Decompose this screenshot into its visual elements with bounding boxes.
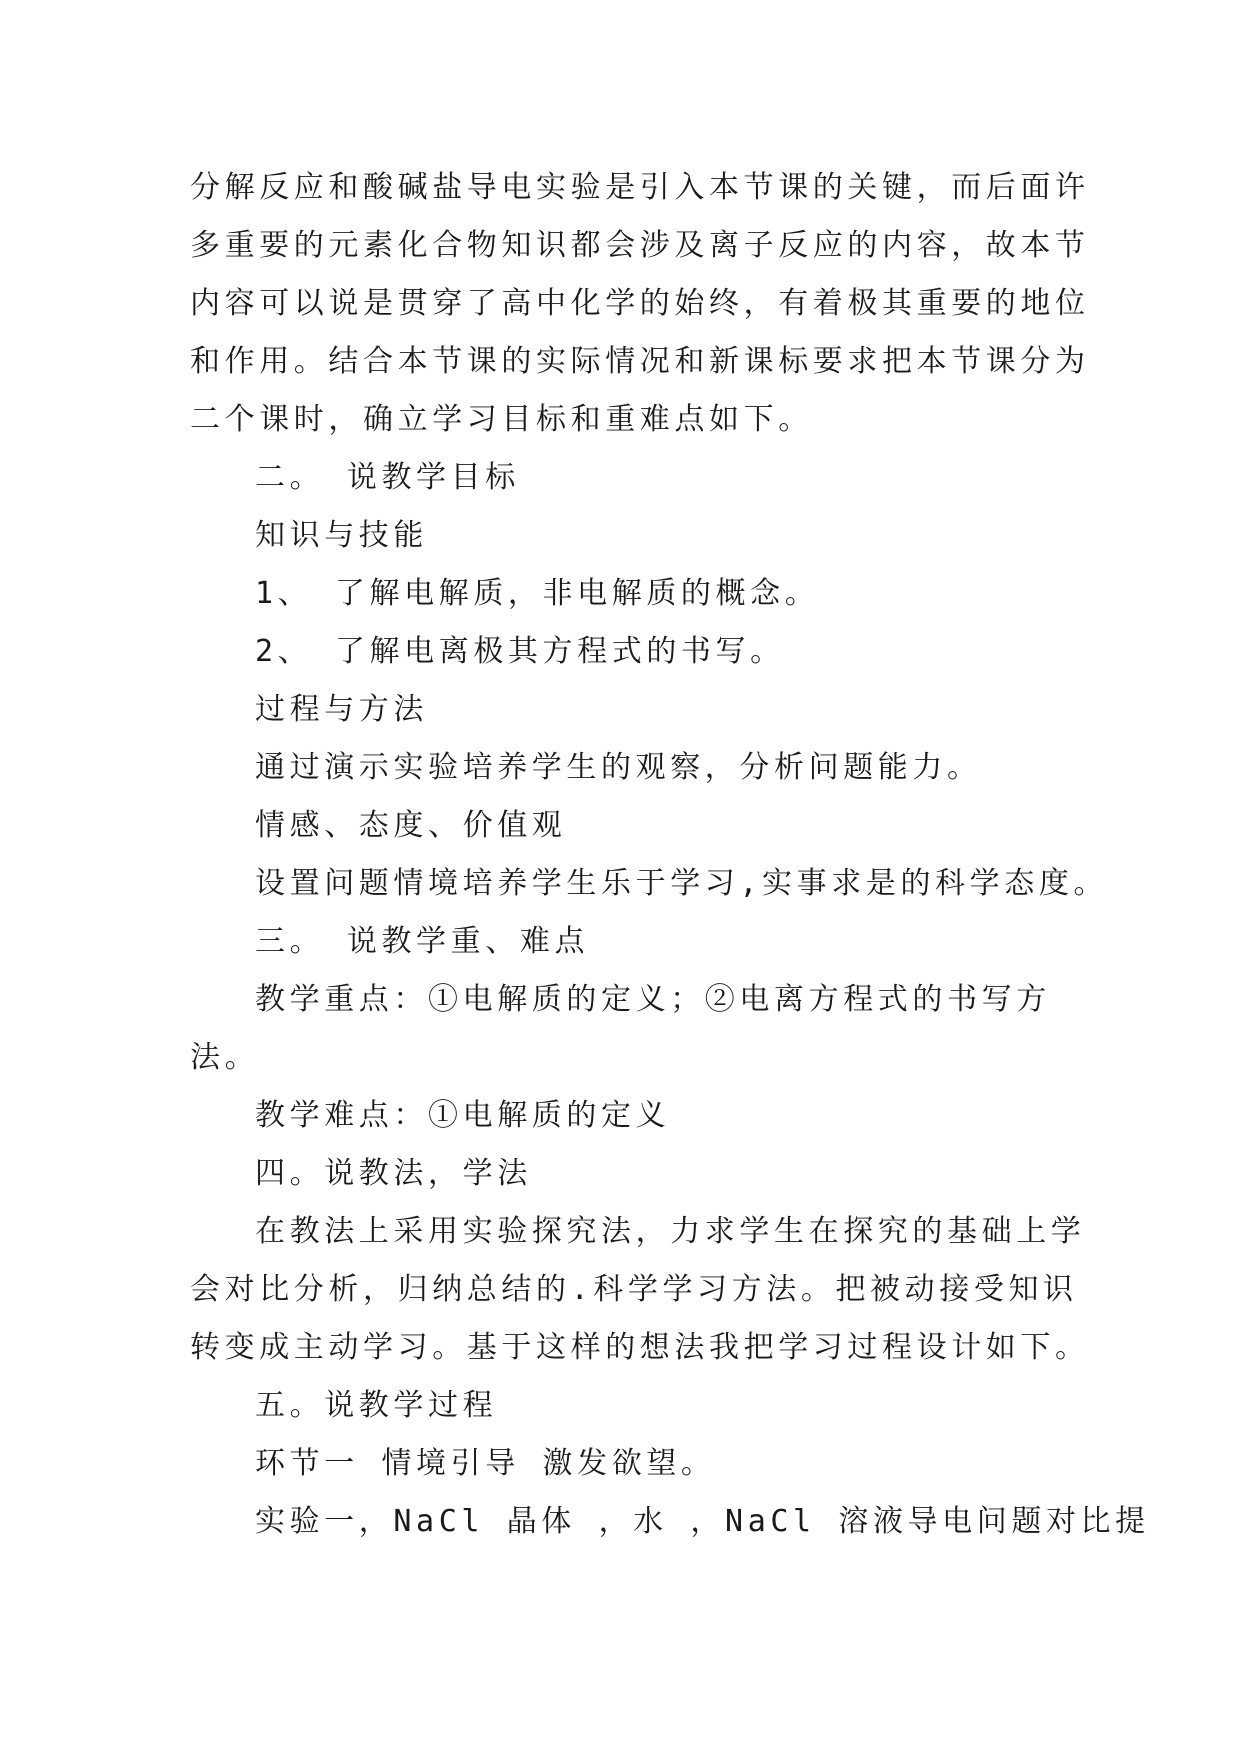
list-item: 1、 了解电解质，非电解质的概念。: [255, 576, 820, 611]
paragraph-line: 设置问题情境培养学生乐于学习,实事求是的科学态度。: [255, 866, 1109, 901]
paragraph-line: 会对比分析，归纳总结的.科学学习方法。把被动接受知识: [190, 1272, 1078, 1307]
paragraph-line: 法。: [190, 1040, 260, 1075]
paragraph-line: 多重要的元素化合物知识都会涉及离子反应的内容，故本节: [190, 228, 1090, 263]
list-item: 2、 了解电离极其方程式的书写。: [255, 634, 785, 669]
paragraph-line: 二个课时，确立学习目标和重难点如下。: [190, 402, 813, 437]
paragraph-line: 分解反应和酸碱盐导电实验是引入本节课的关键，而后面许: [190, 170, 1090, 205]
subheading: 知识与技能: [255, 518, 428, 553]
paragraph-line: 教学难点：①电解质的定义: [255, 1098, 671, 1133]
section-heading: 五。说教学过程: [255, 1388, 498, 1423]
paragraph-line: 教学重点：①电解质的定义；②电离方程式的书写方: [255, 982, 1051, 1017]
subheading: 过程与方法: [255, 692, 428, 727]
section-heading: 二。 说教学目标: [255, 460, 520, 495]
paragraph-line: 通过演示实验培养学生的观察，分析问题能力。: [255, 750, 982, 785]
paragraph-line: 在教法上采用实验探究法，力求学生在探究的基础上学: [255, 1214, 1086, 1249]
section-heading: 三。 说教学重、难点: [255, 924, 590, 959]
paragraph-line: 内容可以说是贯穿了高中化学的始终，有着极其重要的地位: [190, 286, 1090, 321]
paragraph-line: 转变成主动学习。基于这样的想法我把学习过程设计如下。: [190, 1330, 1090, 1365]
subheading: 情感、态度、价值观: [255, 808, 567, 843]
section-heading: 四。说教法，学法: [255, 1156, 532, 1191]
paragraph-line: 和作用。结合本节课的实际情况和新课标要求把本节课分为: [190, 344, 1090, 379]
paragraph-line: 实验一，NaCl 晶体 ，水 ，NaCl 溶液导电问题对比提: [255, 1504, 1150, 1539]
subheading: 环节一 情境引导 激发欲望。: [255, 1446, 716, 1481]
